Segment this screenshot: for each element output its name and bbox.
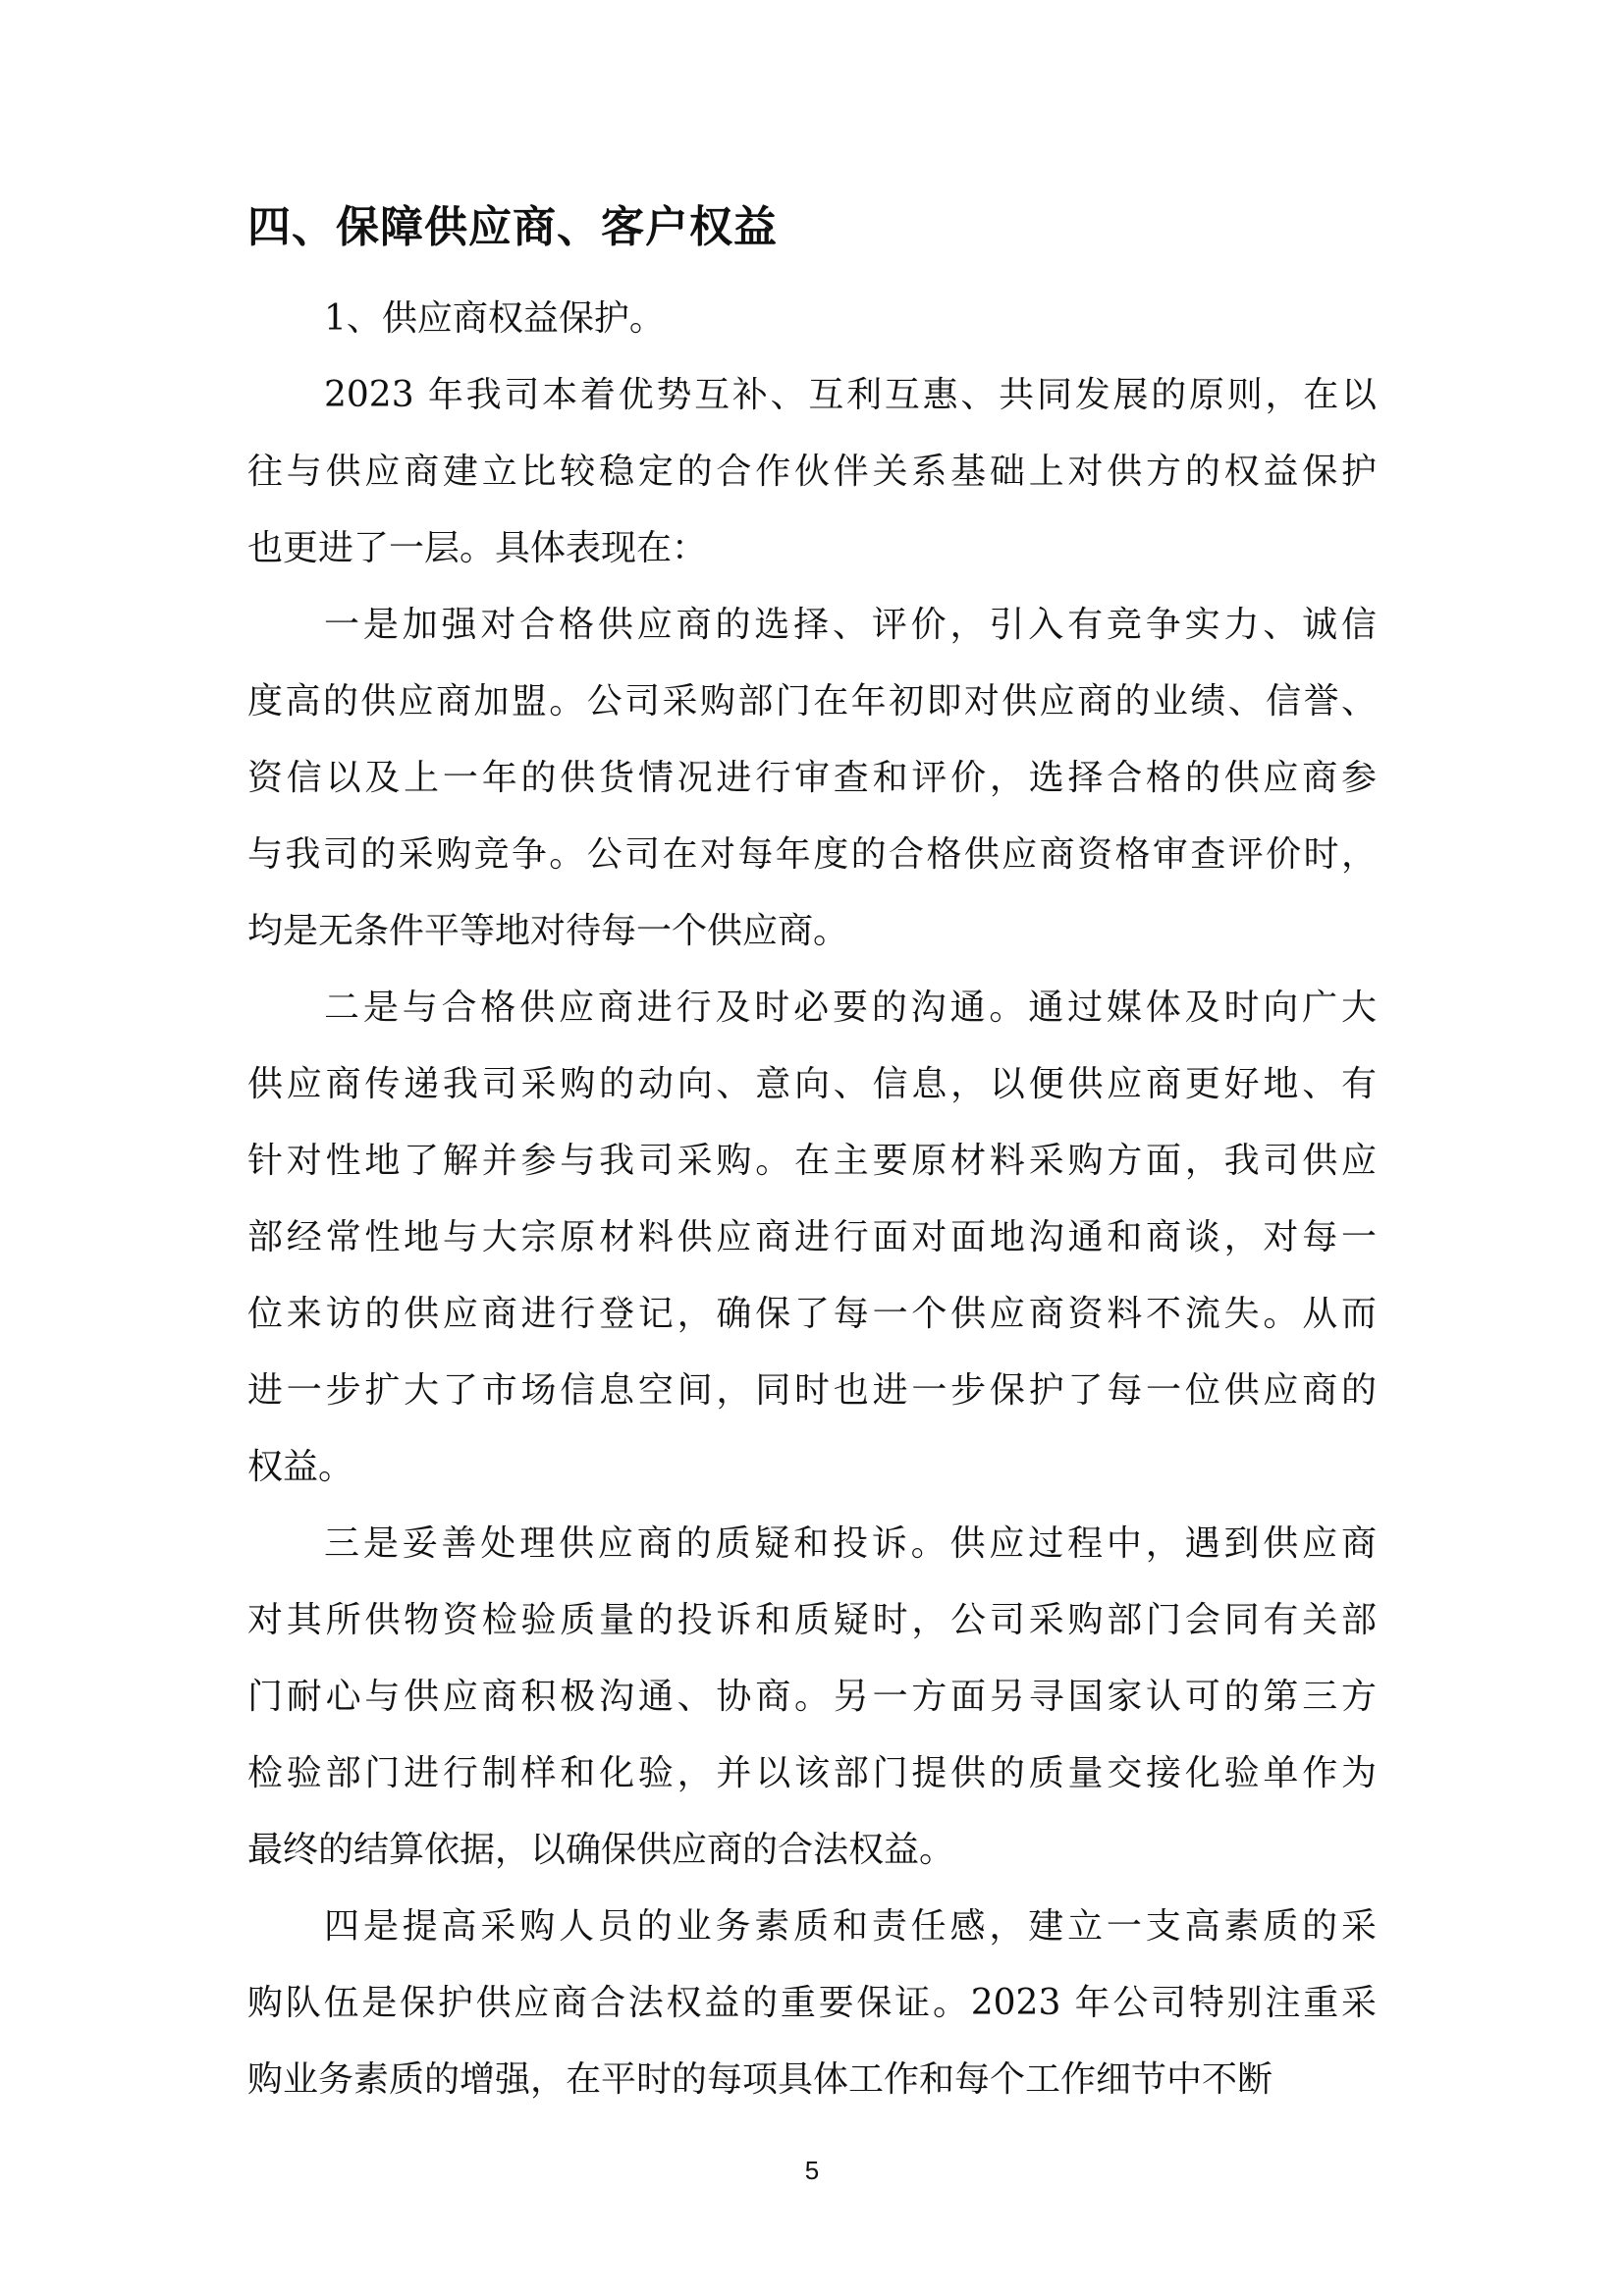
body-text <box>247 281 1377 2118</box>
paragraph-line: 购队伍是保护供应商合法权益的重要保证。2023 年公司特别注重采 <box>247 1983 1377 2023</box>
paragraph-line: 与我司的采购竞争。公司在对每年度的合格供应商资格审查评价时， <box>247 834 1377 875</box>
section-heading: 四、保障供应商、客户权益 <box>247 202 778 252</box>
page-number: 5 <box>804 2156 820 2185</box>
paragraph-line: 三是妥善处理供应商的质疑和投诉。供应过程中，遇到供应商 <box>324 1523 1377 1564</box>
paragraph <box>247 281 1377 357</box>
paragraph-line: 部经常性地与大宗原材料供应商进行面对面地沟通和商谈，对每一 <box>247 1217 1377 1257</box>
paragraph <box>247 357 1377 587</box>
paragraph-line: 2023 年我司本着优势互补、互利互惠、共同发展的原则，在以 <box>324 375 1377 415</box>
paragraph-line: 位来访的供应商进行登记，确保了每一个供应商资料不流失。从而 <box>247 1294 1377 1334</box>
paragraph-line: 权益。 <box>247 1447 354 1487</box>
paragraph-line: 检验部门进行制样和化验，并以该部门提供的质量交接化验单作为 <box>247 1753 1377 1793</box>
page-content <box>247 196 1377 2118</box>
paragraph-line: 也更进了一层。具体表现在： <box>247 528 708 568</box>
paragraph-line: 购业务素质的增强，在平时的每项具体工作和每个工作细节中不断 <box>247 2059 1273 2100</box>
paragraph-line: 往与供应商建立比较稳定的合作伙伴关系基础上对供方的权益保护 <box>247 452 1377 492</box>
paragraph-line: 对其所供物资检验质量的投诉和质疑时，公司采购部门会同有关部 <box>247 1600 1377 1640</box>
paragraph-line: 1、供应商权益保护。 <box>324 298 665 339</box>
paragraph-line: 度高的供应商加盟。公司采购部门在年初即对供应商的业绩、信誉、 <box>247 681 1377 721</box>
paragraph-line: 针对性地了解并参与我司采购。在主要原材料采购方面，我司供应 <box>247 1141 1377 1181</box>
paragraph-line: 二是与合格供应商进行及时必要的沟通。通过媒体及时向广大 <box>324 988 1377 1028</box>
paragraph-line: 供应商传递我司采购的动向、意向、信息，以便供应商更好地、有 <box>247 1064 1377 1104</box>
paragraph-line: 门耐心与供应商积极沟通、协商。另一方面另寻国家认可的第三方 <box>247 1677 1377 1717</box>
paragraph <box>247 1889 1377 2118</box>
paragraph-line: 一是加强对合格供应商的选择、评价，引入有竞争实力、诚信 <box>324 605 1377 645</box>
paragraph <box>247 970 1377 1506</box>
paragraph <box>247 587 1377 970</box>
paragraph-line: 四是提高采购人员的业务素质和责任感，建立一支高素质的采 <box>324 1906 1377 1947</box>
paragraph <box>247 1506 1377 1889</box>
paragraph-line: 最终的结算依据，以确保供应商的合法权益。 <box>247 1830 955 1870</box>
paragraph-line: 均是无条件平等地对待每一个供应商。 <box>247 911 849 951</box>
paragraph-line: 进一步扩大了市场信息空间，同时也进一步保护了每一位供应商的 <box>247 1370 1377 1411</box>
paragraph-line: 资信以及上一年的供货情况进行审查和评价，选择合格的供应商参 <box>247 758 1377 798</box>
